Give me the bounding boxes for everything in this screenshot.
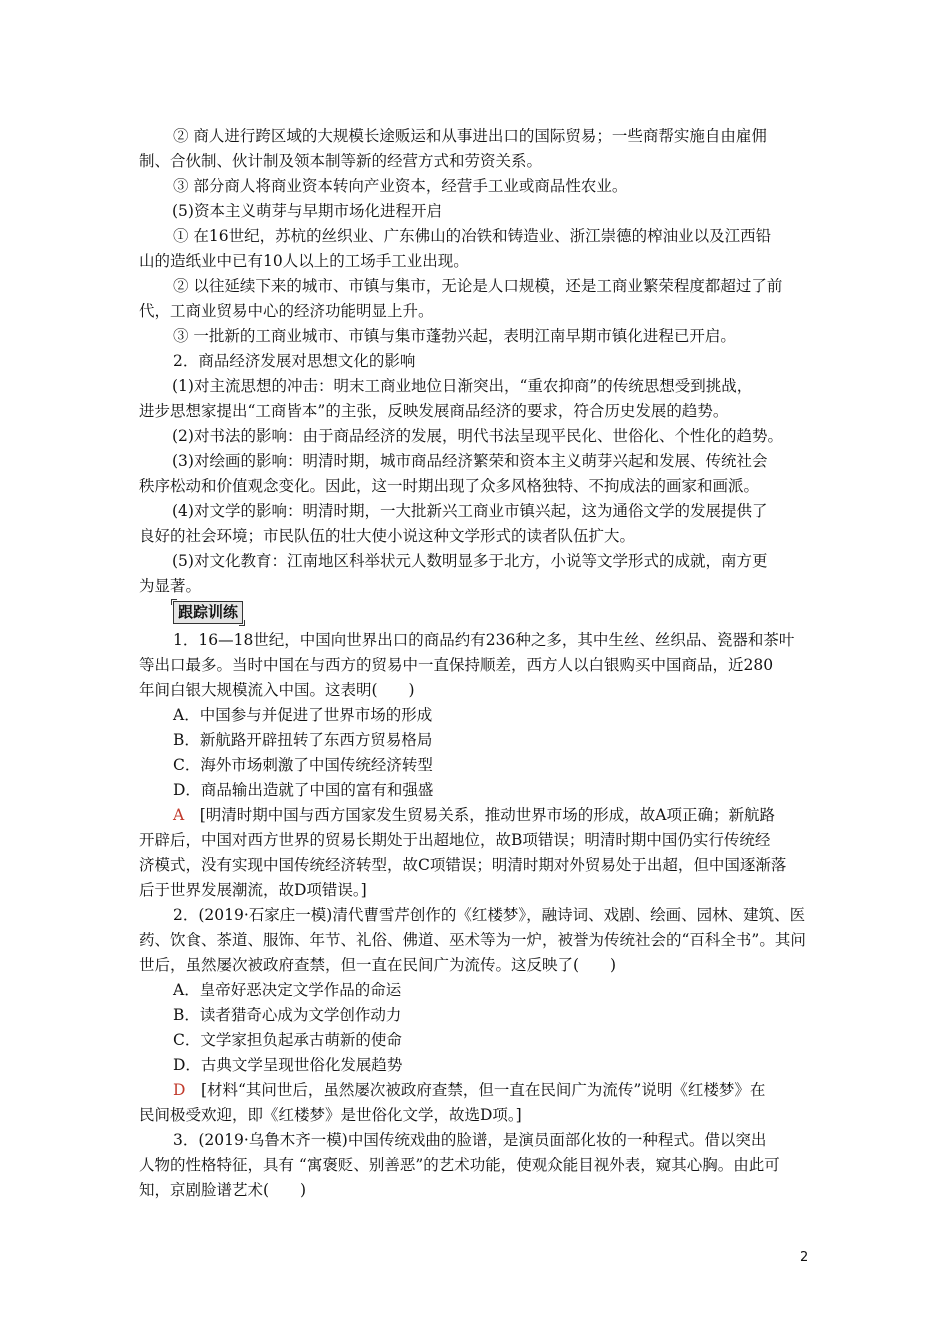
q1-explanation-line: 开辟后，中国对西方世界的贸易长期处于出超地位，故B项错误；明清时期中国仍实行传统经 — [139, 831, 771, 849]
page-number: 2 — [800, 1250, 809, 1265]
q1-stem-line: 1．16—18世纪，中国向世界出口的商品约有236种之多，其中生丝、丝织品、瓷器和茶叶 — [173, 631, 795, 649]
text-line: ③ 部分商人将商业资本转向产业资本，经营手工业或商品性农业。 — [173, 177, 628, 195]
section-heading: 2．商品经济发展对思想文化的影响 — [173, 352, 416, 370]
q1-stem-line: 年间白银大规模流入中国。这表明( ) — [139, 681, 415, 699]
text-line: (2)对书法的影响：由于商品经济的发展，明代书法呈现平民化、世俗化、个性化的趋势。 — [172, 427, 783, 445]
text-line: 进步思想家提出“工商皆本”的主张，反映发展商品经济的要求，符合历史发展的趋势。 — [139, 402, 729, 420]
q2-explanation-line — [173, 1078, 853, 1103]
text-line: ② 商人进行跨区域的大规模长途贩运和从事进出口的国际贸易；一些商帮实施自由雇佣 — [173, 127, 767, 145]
text-line: ① 在16世纪，苏杭的丝织业、广东佛山的冶铁和铸造业、浙江崇德的榨油业以及江西铅 — [173, 227, 772, 245]
text-line: 代，工商业贸易中心的经济功能明显上升。 — [139, 302, 434, 320]
q2-option-d: D．古典文学呈现世俗化发展趋势 — [173, 1056, 403, 1074]
q2-option-b: B．读者猎奇心成为文学创作动力 — [173, 1006, 402, 1024]
q1-answer: A — [173, 806, 185, 824]
text-line: (1)对主流思想的冲击：明末工商业地位日渐突出，“重农抑商”的传统思想受到挑战， — [172, 377, 753, 395]
text-line: 良好的社会环境；市民队伍的壮大使小说这种文学形式的读者队伍扩大。 — [139, 527, 636, 545]
q1-option-c: C．海外市场刺激了中国传统经济转型 — [173, 756, 433, 774]
q2-explanation-line: 民间极受欢迎，即《红楼梦》是世俗化文学，故选D项。] — [139, 1106, 522, 1124]
q2-stem-line: 2．(2019·石家庄一模)清代曹雪芹创作的《红楼梦》，融诗词、戏剧、绘画、园林、建筑、医 — [173, 906, 806, 924]
text-line: 制、合伙制、伙计制及领本制等新的经营方式和劳资关系。 — [139, 152, 543, 170]
q1-option-d: D．商品输出造就了中国的富有和强盛 — [173, 781, 434, 799]
q1-explanation-line — [173, 803, 853, 828]
q1-option-b: B．新航路开辟扭转了东西方贸易格局 — [173, 731, 433, 749]
text-line: 秩序松动和价值观念变化。因此，这一时期出现了众多风格独特、不拘成法的画家和画派。 — [139, 477, 760, 495]
q2-answer: D — [173, 1081, 186, 1099]
q1-explanation-text: [明清时期中国与西方国家发生贸易关系，推动世界市场的形成，故A项正确；新航路 — [184, 806, 775, 824]
text-line: ② 以往延续下来的城市、市镇与集市，无论是人口规模，还是工商业繁荣程度都超过了前 — [173, 277, 783, 295]
text-line: (4)对文学的影响：明清时期，一大批新兴工商业市镇兴起，这为通俗文学的发展提供了 — [172, 502, 768, 520]
q2-stem-line: 药、饮食、茶道、服饰、年节、礼俗、佛道、巫术等为一炉，被誉为传统社会的“百科全书”。其问 — [139, 931, 806, 949]
q1-explanation-line: 后于世界发展潮流，故D项错误。] — [139, 881, 367, 899]
q1-option-a: A．中国参与并促进了世界市场的形成 — [173, 706, 433, 724]
section-heading: (5)资本主义萌芽与早期市场化进程开启 — [172, 202, 442, 220]
q1-stem-line: 等出口最多。当时中国在与西方的贸易中一直保持顺差，西方人以白银购买中国商品，近280 — [139, 656, 774, 674]
q3-stem-line: 人物的性格特征，具有 “寓褒贬、别善恶”的艺术功能，使观众能目视外表，窥其心胸。由此可 — [139, 1156, 780, 1174]
tracking-practice-tag: 跟踪训练 — [173, 601, 243, 624]
q3-stem-line: 3．(2019·乌鲁木齐一模)中国传统戏曲的脸谱，是演员面部化妆的一种程式。借以突出 — [173, 1131, 767, 1149]
text-line: (5)对文化教育：江南地区科举状元人数明显多于北方，小说等文学形式的成就，南方更 — [172, 552, 768, 570]
text-line: (3)对绘画的影响：明清时期，城市商品经济繁荣和资本主义萌芽兴起和发展、传统社会 — [172, 452, 768, 470]
q2-option-a: A．皇帝好恶决定文学作品的命运 — [173, 981, 402, 999]
text-line: 山的造纸业中已有10人以上的工场手工业出现。 — [139, 252, 469, 270]
text-line: ③ 一批新的工商业城市、市镇与集市蓬勃兴起，表明江南早期市镇化进程已开启。 — [173, 327, 736, 345]
q2-option-c: C．文学家担负起承古萌新的使命 — [173, 1031, 402, 1049]
text-line: 为显著。 — [139, 577, 202, 595]
q2-stem-line: 世后，虽然屡次被政府查禁，但一直在民间广为流传。这反映了( ) — [139, 956, 617, 974]
q3-stem-line: 知，京剧脸谱艺术( ) — [139, 1181, 307, 1199]
q2-explanation-text: [材料“其问世后，虽然屡次被政府查禁，但一直在民间广为流传”说明《红楼梦》在 — [185, 1081, 766, 1099]
q1-explanation-line: 济模式，没有实现中国传统经济转型，故C项错误；明清时期对外贸易处于出超，但中国逐渐落 — [139, 856, 787, 874]
